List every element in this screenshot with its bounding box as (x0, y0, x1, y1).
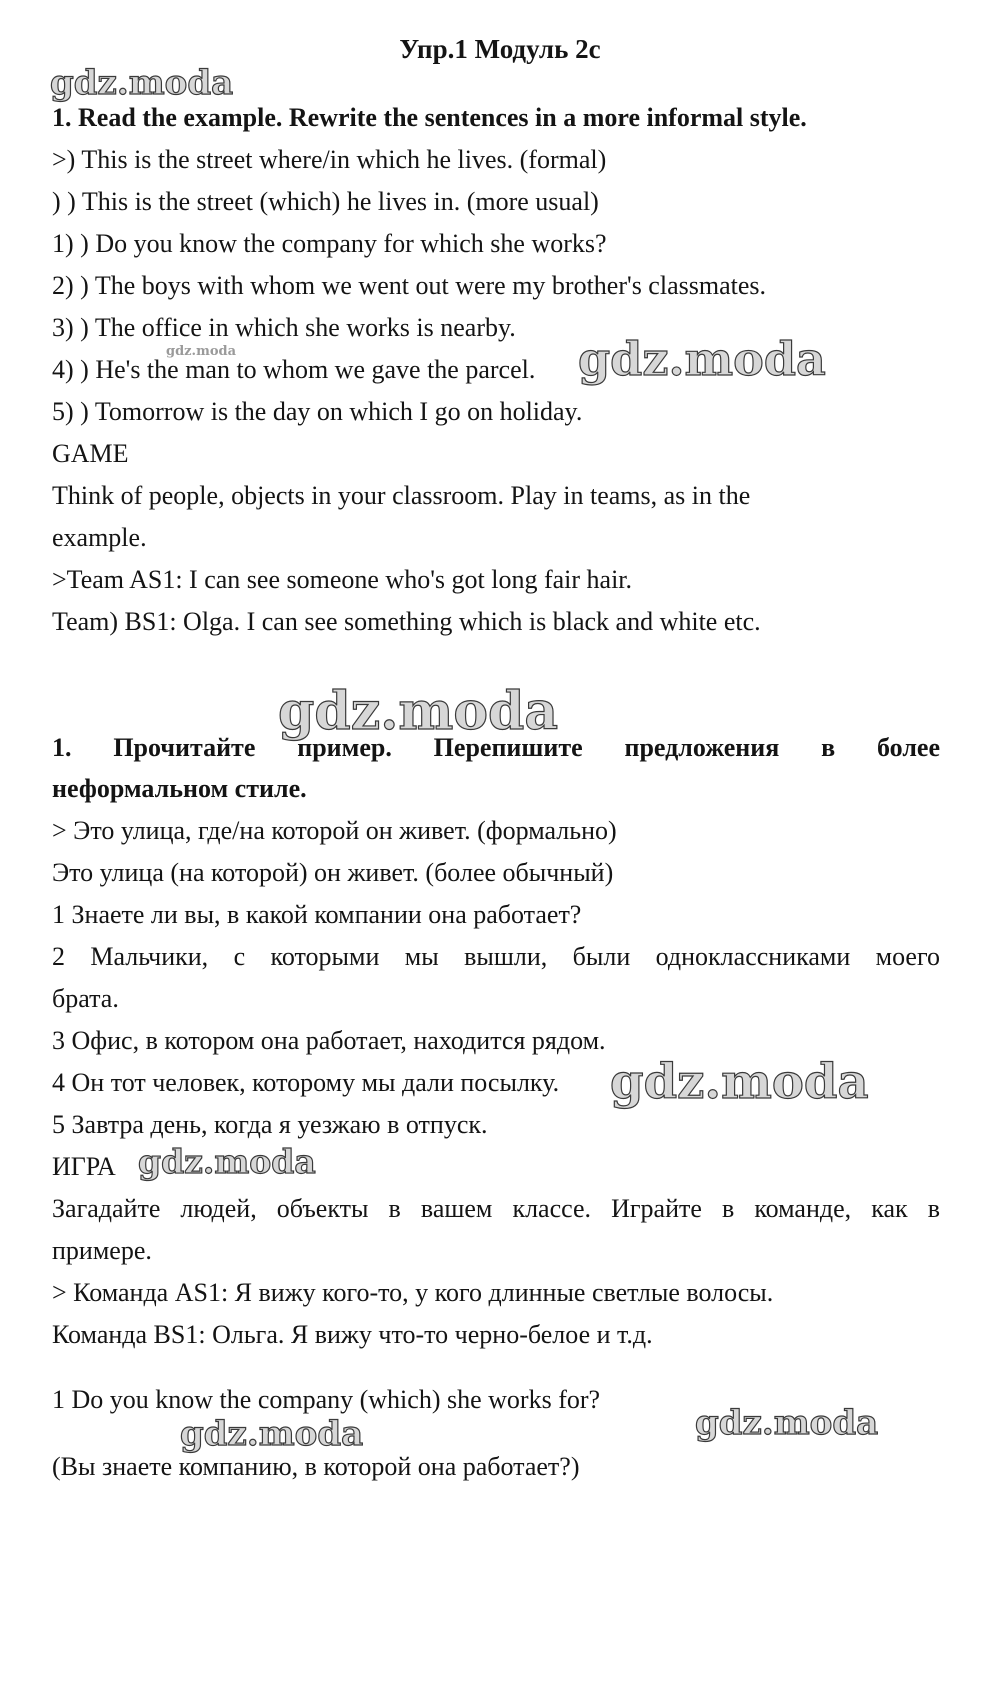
russian-team-a: > Команда AS1: Я вижу кого-то, у кого длинные светлые волосы. (52, 1278, 774, 1307)
english-task-heading: 1. Read the example. Rewrite the sentences in a more informal style. (52, 103, 807, 132)
english-team-b: Team) BS1: Olga. I can see something which is black and white etc. (52, 607, 761, 636)
russian-item-5: 5 Завтра день, когда я уезжаю в отпуск. (52, 1110, 488, 1139)
english-item-2: 2) ) The boys with whom we went out were my brother's classmates. (52, 271, 766, 300)
english-item-5: 5) ) Tomorrow is the day on which I go on holiday. (52, 397, 583, 426)
english-example-formal: >) This is the street where/in which he lives. (formal) (52, 145, 607, 174)
english-example-usual: ) ) This is the street (which) he lives in. (more usual) (52, 187, 599, 216)
russian-item-2b: брата. (52, 984, 119, 1013)
answer-russian: (Вы знаете компанию, в которой она работает?) (52, 1452, 580, 1481)
russian-game-text-2: примере. (52, 1236, 152, 1265)
english-item-1: 1) ) Do you know the company for which she works? (52, 229, 607, 258)
russian-example-2: Это улица (на которой) он живет. (более обычный) (52, 858, 614, 887)
page-title: Упр.1 Модуль 2с (399, 34, 601, 64)
english-item-4: 4) ) He's the man to whom we gave the parcel. (52, 355, 536, 384)
english-item-3: 3) ) The office in which she works is nearby. (52, 313, 516, 342)
russian-game-title: ИГРА (52, 1152, 116, 1181)
english-game-text-1: Think of people, objects in your classroom. Play in teams, as in the (52, 481, 751, 510)
watermark-bottom-left: gdz.moda (180, 1414, 364, 1454)
russian-task-heading-1: 1. Прочитайте пример. Перепишите предложения в более (52, 733, 940, 762)
russian-team-b: Команда BS1: Ольга. Я вижу что-то черно-белое и т.д. (52, 1320, 653, 1349)
english-game-text-2: example. (52, 523, 147, 552)
watermark-bottom-right: gdz.moda (695, 1403, 879, 1443)
russian-item-4: 4 Он тот человек, которому мы дали посылку. (52, 1068, 560, 1097)
watermark-lower-right: gdz.moda (610, 1054, 869, 1110)
english-game-title: GAME (52, 439, 129, 468)
russian-item-3: 3 Офис, в котором она работает, находится рядом. (52, 1026, 606, 1055)
watermark-center: gdz.moda (278, 681, 559, 742)
watermark-top-left: gdz.moda (50, 63, 234, 103)
russian-example-1: > Это улица, где/на которой он живет. (формально) (52, 816, 617, 845)
english-team-a: >Team AS1: I can see someone who's got long fair hair. (52, 565, 633, 594)
watermark-small: gdz.moda (166, 344, 237, 359)
russian-item-1: 1 Знаете ли вы, в какой компании она работает? (52, 900, 582, 929)
watermark-mid-right: gdz.moda (578, 332, 826, 386)
answer-english: 1 Do you know the company (which) she works for? (52, 1385, 601, 1414)
russian-task-heading-2: неформальном стиле. (52, 774, 307, 803)
russian-item-2a: 2 Мальчики, с которыми мы вышли, были одноклассниками моего (52, 942, 940, 971)
watermark-igra: gdz.moda (138, 1142, 316, 1181)
russian-game-text-1: Загадайте людей, объекты в вашем классе. Играйте в команде, как в (52, 1194, 940, 1223)
